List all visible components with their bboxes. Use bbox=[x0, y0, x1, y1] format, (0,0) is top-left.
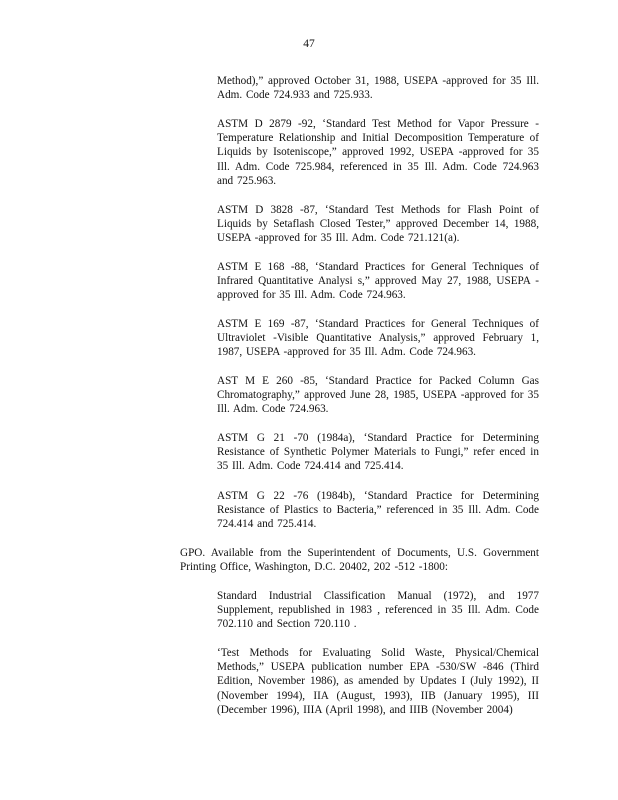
reference-text: ASTM G 21 -70 (1984a), ‘Standard Practice for Determining Resistance of Synthetic Polymer Materials to Fungi,” refer enced in 35 Ill. Adm. Code 724.414 and 725.414. bbox=[217, 432, 539, 473]
reference-text: ASTM D 2879 -92, ‘Standard Test Method for Vapor Pressure - Temperature Relationship and Initial Decomposition Temperature of Liquids by Isoteniscope,” approved 1992, USEPA -approved for 35 Ill. Adm. Code 725.984, referenced in 35 Ill. Adm. Code 724.963 and 725.963. bbox=[217, 118, 539, 187]
reference-text: ASTM E 168 -88, ‘Standard Practices for General Techniques of Infrared Quantitative Analysi s,” approved May 27, 1988, USEPA -approved for 35 Ill. Adm. Code 724.963. bbox=[217, 261, 539, 302]
reference-entry-astm-g22 bbox=[217, 489, 539, 532]
reference-text: ASTM G 22 -76 (1984b), ‘Standard Practice for Determining Resistance of Plastics to Bacteria,” referenced in 35 Ill. Adm. Code 724.414 and 725.414. bbox=[217, 490, 539, 531]
reference-entry-astm-e260 bbox=[217, 374, 539, 417]
reference-text: ‘Test Methods for Evaluating Solid Waste, Physical/Chemical Methods,” USEPA publication number EPA -530/SW -846 (Third Edition, November 1986), as amended by Updates I (July 1992), II (November 1994), IIA (August, 1993), IIB (January 1995), III (December 1996), IIIA (April 1998), and IIIB (November 2004) bbox=[217, 647, 539, 716]
page-number: 47 bbox=[303, 38, 315, 50]
reference-entry-astm-d3828 bbox=[217, 203, 539, 246]
reference-text: AST M E 260 -85, ‘Standard Practice for Packed Column Gas Chromatography,” approved June 28, 1985, USEPA -approved for 35 Ill. Adm. Code 724.963. bbox=[217, 375, 539, 416]
reference-entry-astm-e168 bbox=[217, 260, 539, 303]
reference-entry-astm-e169 bbox=[217, 317, 539, 360]
reference-text: Standard Industrial Classification Manual (1972), and 1977 Supplement, republished in 1983 , referenced in 35 Ill. Adm. Code 702.110 and Section 720.110 . bbox=[217, 590, 539, 631]
reference-entry-sic-manual bbox=[217, 589, 539, 632]
reference-text: ASTM E 169 -87, ‘Standard Practices for General Techniques of Ultraviolet -Visible Quantitative Analysis,” approved February 1, 1987, USEPA -approved for 35 Ill. Adm. Code 724.963. bbox=[217, 318, 539, 359]
reference-entry-sw846 bbox=[217, 646, 539, 717]
reference-text: GPO. Available from the Superintendent of Documents, U.S. Government Printing Office, Washington, D.C. 20402, 202 -512 -1800: bbox=[180, 547, 539, 574]
reference-source-gpo bbox=[180, 546, 539, 574]
reference-entry-astm-d2879 bbox=[217, 117, 539, 188]
reference-entry-continuation bbox=[217, 74, 539, 102]
reference-entry-astm-g21 bbox=[217, 431, 539, 474]
reference-text: ASTM D 3828 -87, ‘Standard Test Methods for Flash Point of Liquids by Setaflash Closed Tester,” approved December 14, 1988, USEPA -approved for 35 Ill. Adm. Code 721.121(a). bbox=[217, 204, 539, 245]
reference-text: Method),” approved October 31, 1988, USEPA -approved for 35 Ill. Adm. Code 724.933 and 725.933. bbox=[217, 75, 539, 102]
